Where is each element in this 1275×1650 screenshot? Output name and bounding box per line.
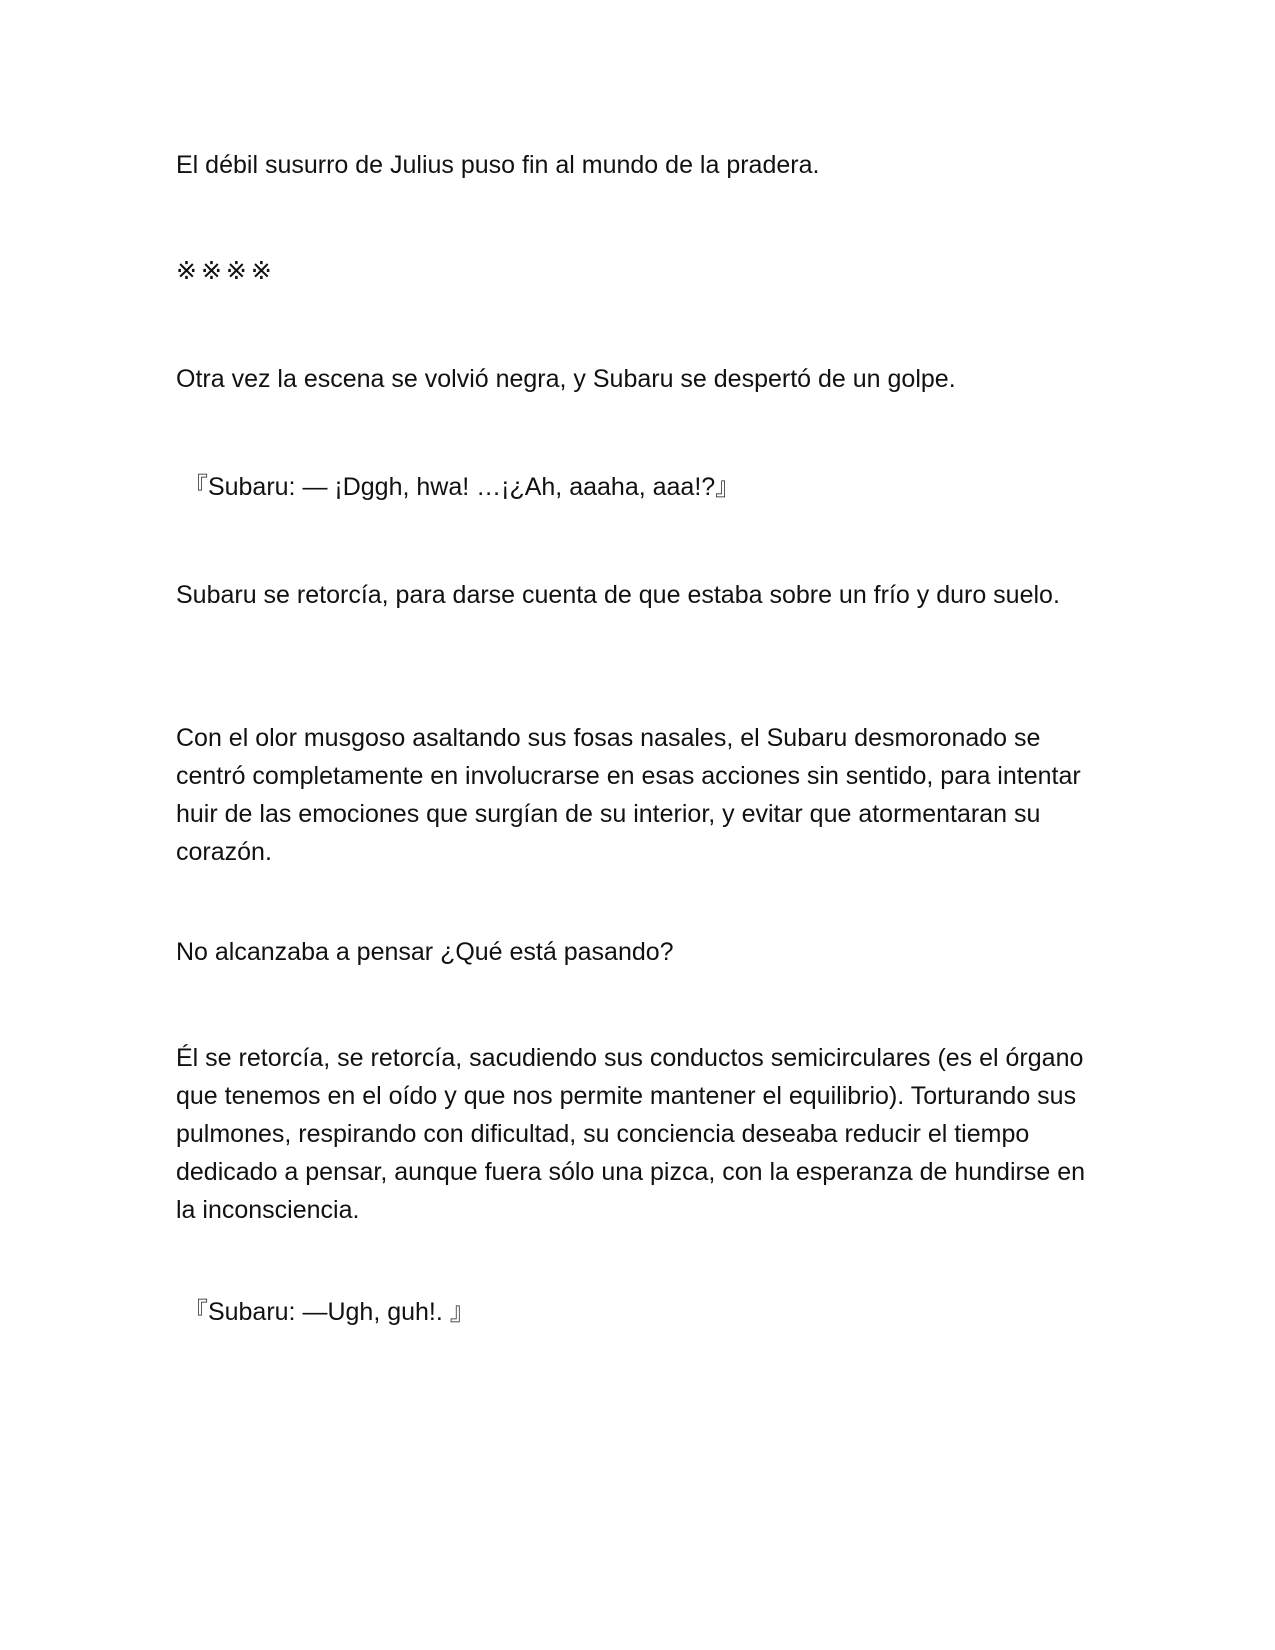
paragraph-3: Subaru se retorcía, para darse cuenta de que estaba sobre un frío y duro suelo. [176, 581, 1060, 609]
paragraph-1: El débil susurro de Julius puso fin al mundo de la pradera. [176, 151, 820, 179]
paragraph-6: Él se retorcía, se retorcía, sacudiendo sus conductos semicirculares (es el órgano que tenemos en el oído y que nos permite mantener el equilibrio). Torturando sus pulmones, respirando con dificultad, su conciencia deseaba reducir el tiempo dedicado a pensar, aunque fuera sólo una pizca, con la esperanza de hundirse en la inconsciencia. [176, 1044, 1085, 1224]
dialogue-line-1: 『Subaru: — ¡Dggh, hwa! …¡¿Ah, aaaha, aaa!?』 [176, 473, 741, 501]
scene-separator: ※※※※ [176, 257, 276, 285]
dialogue-line-2: 『Subaru: —Ugh, guh!. 』 [176, 1298, 475, 1326]
paragraph-5: No alcanzaba a pensar ¿Qué está pasando? [176, 938, 674, 966]
paragraph-4: Con el olor musgoso asaltando sus fosas nasales, el Subaru desmoronado se centró completamente en involucrarse en esas acciones sin sentido, para intentar huir de las emociones que surgían de su interior, y evitar que atormentaran su corazón. [176, 724, 1081, 866]
paragraph-2: Otra vez la escena se volvió negra, y Subaru se despertó de un golpe. [176, 365, 956, 393]
